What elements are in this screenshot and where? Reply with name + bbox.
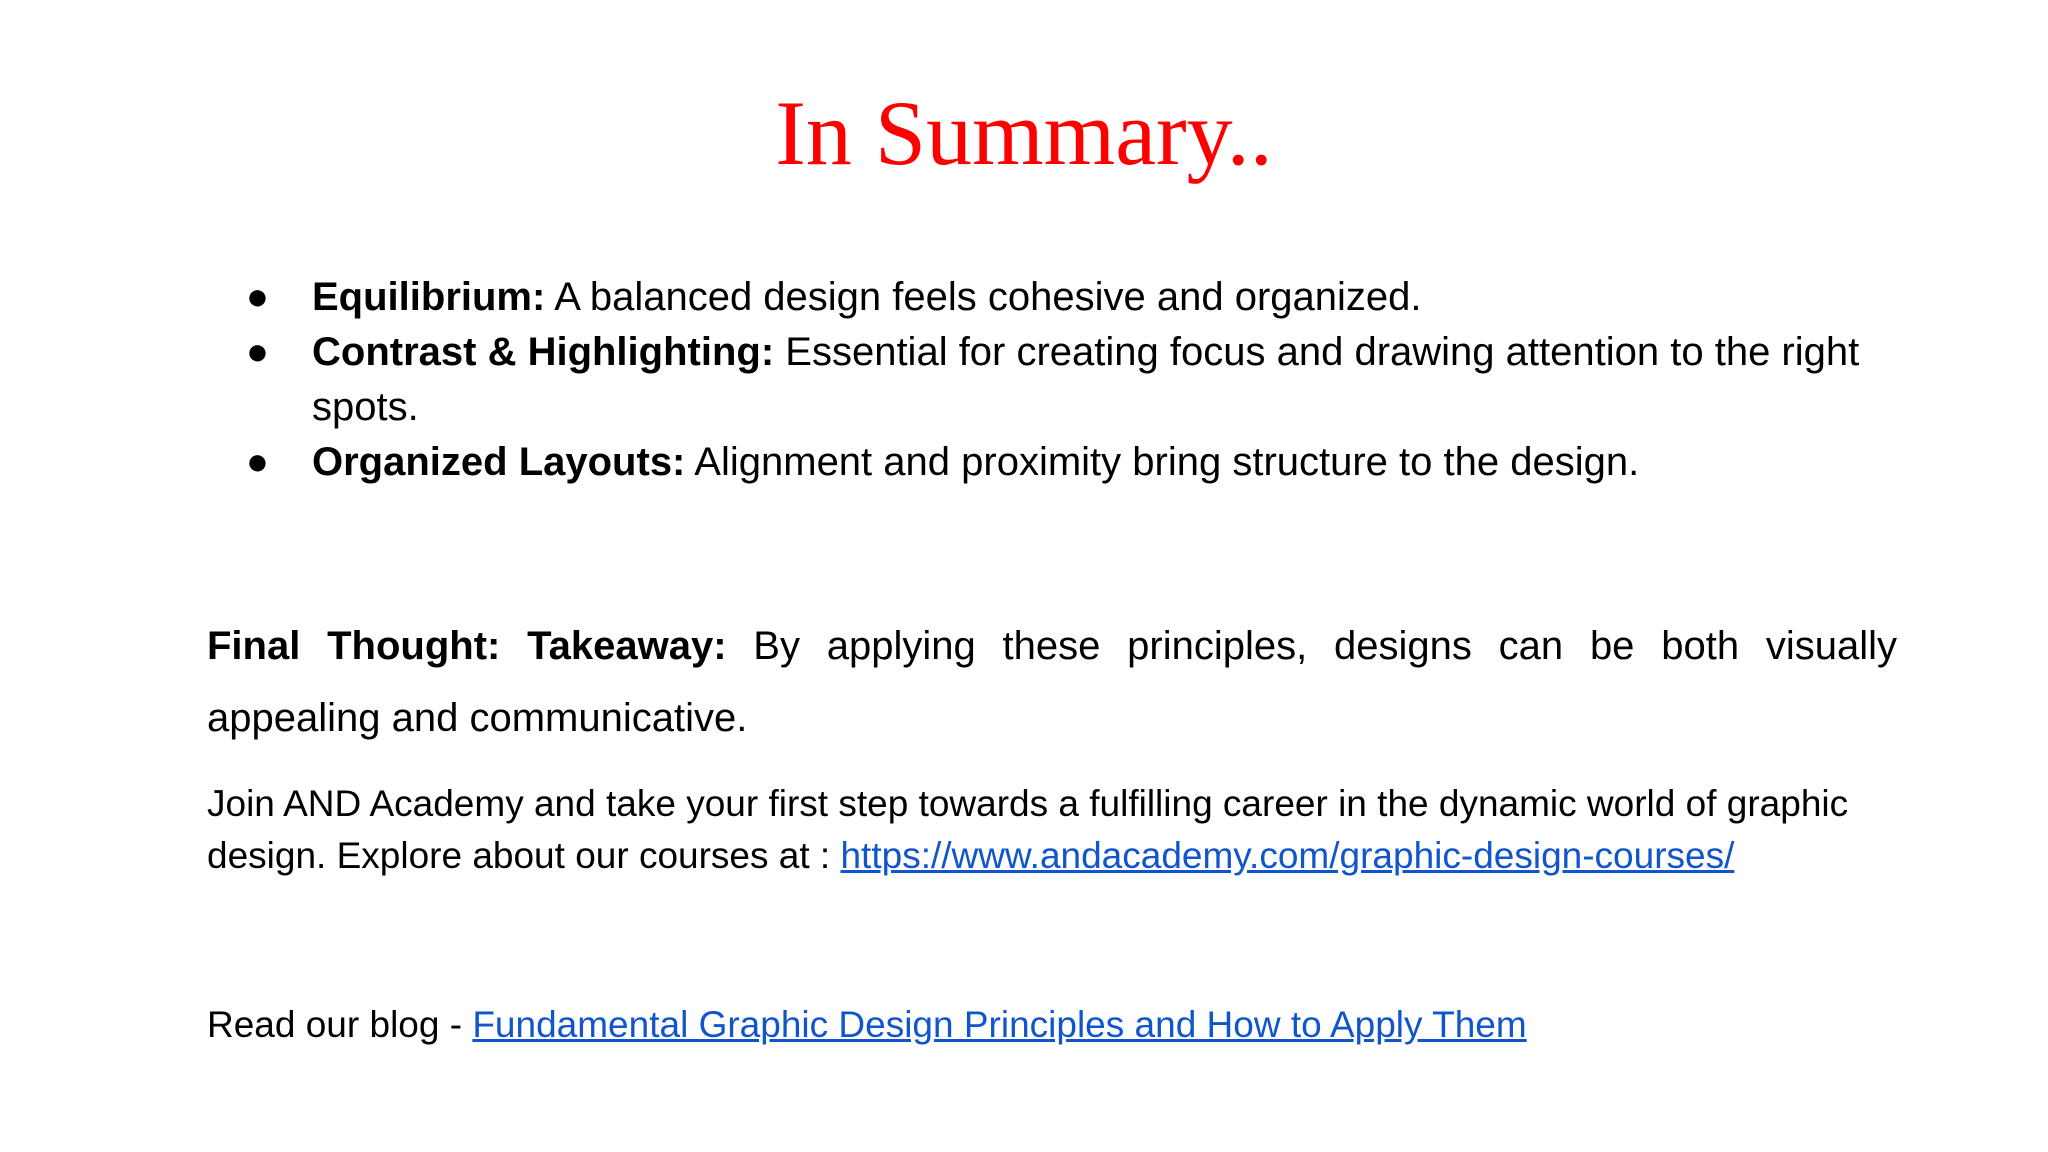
slide-title: In Summary.. xyxy=(775,82,1273,184)
summary-bullet-list xyxy=(248,270,1908,490)
bullet-dot-icon: ● xyxy=(246,331,269,373)
bullet-text: Essential for creating focus and drawing attention to the right spots. xyxy=(312,330,1860,429)
bullet-dot-icon: ● xyxy=(246,441,269,483)
join-paragraph xyxy=(207,778,1897,882)
bullet-term: Equilibrium: xyxy=(312,275,546,319)
bullet-term: Contrast & Highlighting: xyxy=(312,330,775,374)
blog-text: Read our blog - xyxy=(207,1004,473,1045)
blog-paragraph xyxy=(207,999,1897,1051)
bullet-text: Alignment and proximity bring structure to the design. xyxy=(685,440,1640,484)
bullet-term: Organized Layouts: xyxy=(312,440,686,484)
blog-link[interactable]: Fundamental Graphic Design Principles and How to Apply Them xyxy=(472,1004,1527,1045)
bullet-dot-icon: ● xyxy=(246,276,269,318)
final-thought-paragraph xyxy=(207,610,1897,754)
courses-link[interactable]: https://www.andacademy.com/graphic-design-courses/ xyxy=(840,835,1735,876)
bullet-text: A balanced design feels cohesive and organized. xyxy=(545,275,1422,319)
final-thought-text: By applying these principles, designs can be both visually appealing and communicative. xyxy=(207,624,1897,740)
bullet-item-layouts xyxy=(248,435,1908,490)
final-thought-term: Final Thought: Takeaway: xyxy=(207,624,727,668)
bullet-item-equilibrium xyxy=(248,270,1908,325)
bullet-item-contrast xyxy=(248,325,1908,435)
join-text: Join AND Academy and take your first step towards a fulfilling career in the dynamic world of graphic design. Explore about our courses at : xyxy=(207,783,1849,876)
